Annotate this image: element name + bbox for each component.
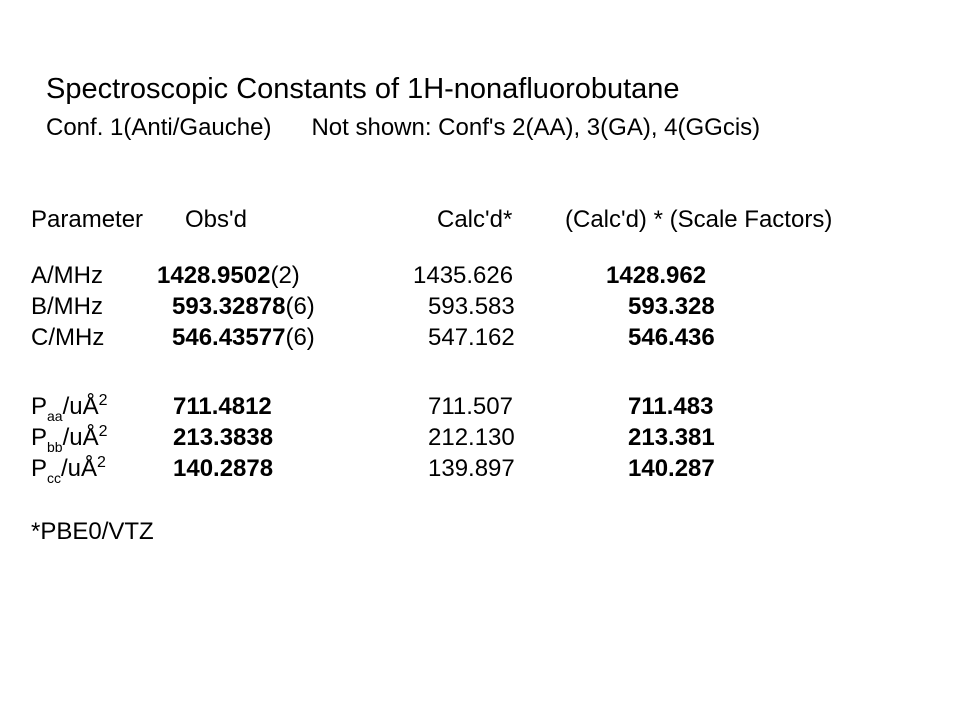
obs-pcc: 140.2878 (173, 455, 274, 482)
header-calc: Calc'd* (437, 206, 513, 233)
scaled-pbb: 213.381 (628, 424, 715, 451)
calc-a: 1435.626 (413, 262, 514, 289)
header-obs: Obs'd (185, 206, 247, 233)
calc-pcc: 139.897 (428, 455, 515, 482)
param-c: C/MHz (31, 324, 105, 351)
param-b: B/MHz (31, 293, 103, 320)
header-scaled: (Calc'd) * (Scale Factors) (565, 206, 833, 233)
param-a: A/MHz (31, 262, 103, 289)
scaled-paa: 711.483 (628, 393, 714, 420)
scaled-c: 546.436 (628, 324, 715, 351)
obs-c: 546.43577(6) (172, 324, 315, 351)
page-title: Spectroscopic Constants of 1H-nonafluorobutane (46, 73, 680, 105)
param-paa: $P_{aa}/uÅ^2$ (31, 392, 108, 424)
obs-a: 1428.9502(2) (157, 262, 300, 289)
scaled-b: 593.328 (628, 293, 715, 320)
scaled-pcc: 140.287 (628, 455, 715, 482)
calc-c: 547.162 (428, 324, 515, 351)
calc-paa: 711.507 (428, 393, 513, 420)
obs-paa: 711.4812 (173, 393, 272, 420)
obs-b: 593.32878(6) (172, 293, 315, 320)
param-pbb: $P_{bb}/uÅ^2$ (31, 423, 108, 455)
calc-pbb: 212.130 (428, 424, 515, 451)
scaled-a: 1428.962 (606, 262, 707, 289)
header-parameter: Parameter (31, 206, 144, 233)
param-pcc: $P_{cc}/uÅ^2$ (31, 454, 106, 486)
not-shown-note: Not shown: Conf's 2(AA), 3(GA), 4(GGcis) (311, 114, 761, 141)
calc-b: 593.583 (428, 293, 515, 320)
subtitle (46, 114, 760, 142)
footnote: *PBE0/VTZ (31, 518, 154, 545)
conformer-label: Conf. 1(Anti/Gauche) (46, 114, 272, 141)
obs-pbb: 213.3838 (173, 424, 274, 451)
